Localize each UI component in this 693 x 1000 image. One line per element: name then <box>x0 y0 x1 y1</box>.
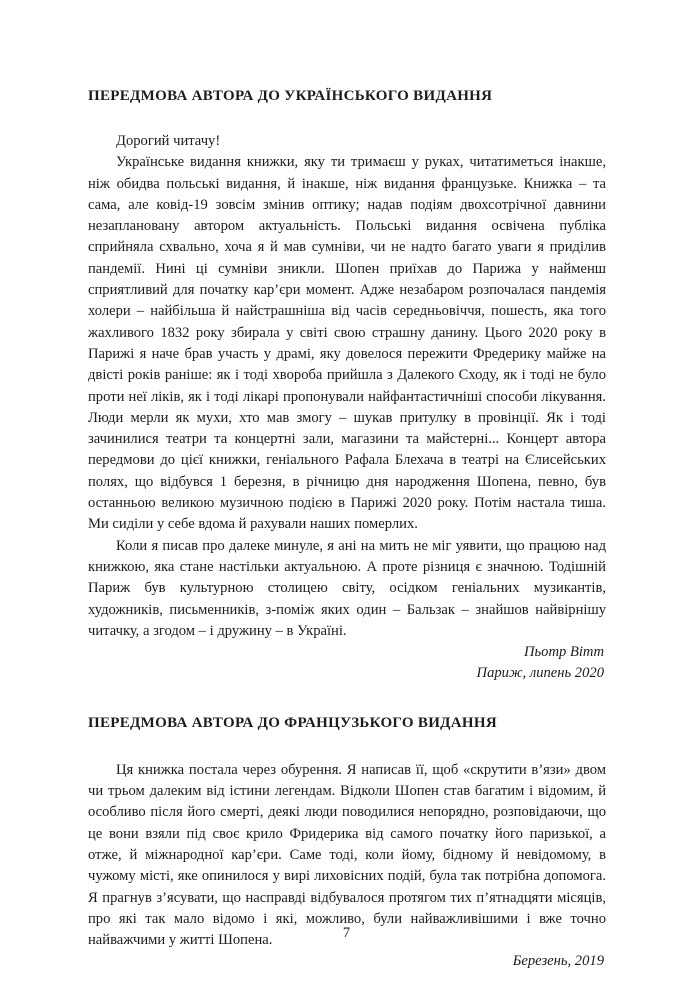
page-number: 7 <box>342 925 351 941</box>
signature-place-date: Париж, липень 2020 <box>476 665 604 682</box>
section-body <box>88 760 606 952</box>
section-body <box>88 131 606 642</box>
paragraph: Ця книжка постала через обурення. Я написав її, щоб «скрутити в’язи» двом чи трьом далеким від істини легендам. Відколи Шопен став багатим і відомим, й особливо після його смерті, деякі люди поводилися непорядно, розповідаючи, що це вони взяли під своє крило Фридерика від самого початку його паризької, а отже, й міжнародної кар’єри. Саме тоді, коли йому, бідному й невідомому, в чужому місті, яке опинилося у вирі лиховісних подій, була так потрібна допомога. Я прагнув з’ясувати, що насправді відбувалося протягом тих п’ятнадцяти місяців, про які так мало відомо і які, можливо, були найважливішими і вже точно найважчими у житті Шопена. <box>88 761 606 949</box>
preface-ukrainian-section <box>88 88 606 685</box>
paragraph: Українське видання книжки, яку ти тримаєш у руках, читатиметься інакше, ніж обидва польські видання, й інакше, ніж видання французьке. Книжка – та сама, але ковід-19 зовсім змінив оптику; надав подіям двохсотрічної давнини незаплановану автором актуальність. Польські видання освічена публіка сприйняла схвально, хоча я й мав сумніви, чи не надто багато уваги я приділив пандемії. Нині ці сумніви зникли. Шопен приїхав до Парижа у найменш сприятливий для початку кар’єри момент. Адже незабаром розпочалася пандемія холери – найбільша й найстрашніша від часів середньовіччя, пошесть, яка того жахливого 1832 року збирала у світі свою страшну данину. Цього 2020 року в Парижі я наче брав участь у драмі, яку довелося пережити Фредерику майже на двісті років раніше: як і тоді хвороба прийшла з Далекого Сходу, як і тоді не було проти неї ліків, як і тоді лікарі пропонували найфантастичніші способи лікування. Люди мерли як мухи, хто мав змогу – шукав притулку в провінції. Як і тоді зачинилися театри та концертні зали, магазини та майстерні... Концерт автора передмови до цієї книжки, геніального Рафала Блехача в театрі на Єлисейських полях, що відбувся 1 березня, в річницю дня народження Шопена, певно, був останньою великою музичною подією в Парижі 2020 року. Потім настала тиша. Ми сиділи у себе вдома й рахували наших померлих. <box>88 154 606 533</box>
signature-block <box>88 642 606 685</box>
section-heading-french-edition: ПЕРЕДМОВА АВТОРА ДО ФРАНЦУЗЬКОГО ВИДАННЯ <box>88 714 497 731</box>
signature-date: Березень, 2019 <box>512 953 604 970</box>
section-heading-ukrainian-edition: ПЕРЕДМОВА АВТОРА ДО УКРАЇНСЬКОГО ВИДАННЯ <box>88 88 493 104</box>
paragraph: Коли я писав про далеке минуле, я ані на мить не міг уявити, що працюю над книжкою, яка стане настільки актуальною. А проте різниця є значною. Тодішній Париж був культурною столицею світу, осідком геніальних музикантів, художників, письменників, з-поміж яких один – Бальзак – знайшов найвірнішу читачку, а згодом – і дружину – в Україні. <box>88 537 606 639</box>
signature-author-name: Пьотр Вітт <box>523 644 604 661</box>
salutation: Дорогий читачу! <box>116 133 221 149</box>
signature-block <box>88 951 606 972</box>
